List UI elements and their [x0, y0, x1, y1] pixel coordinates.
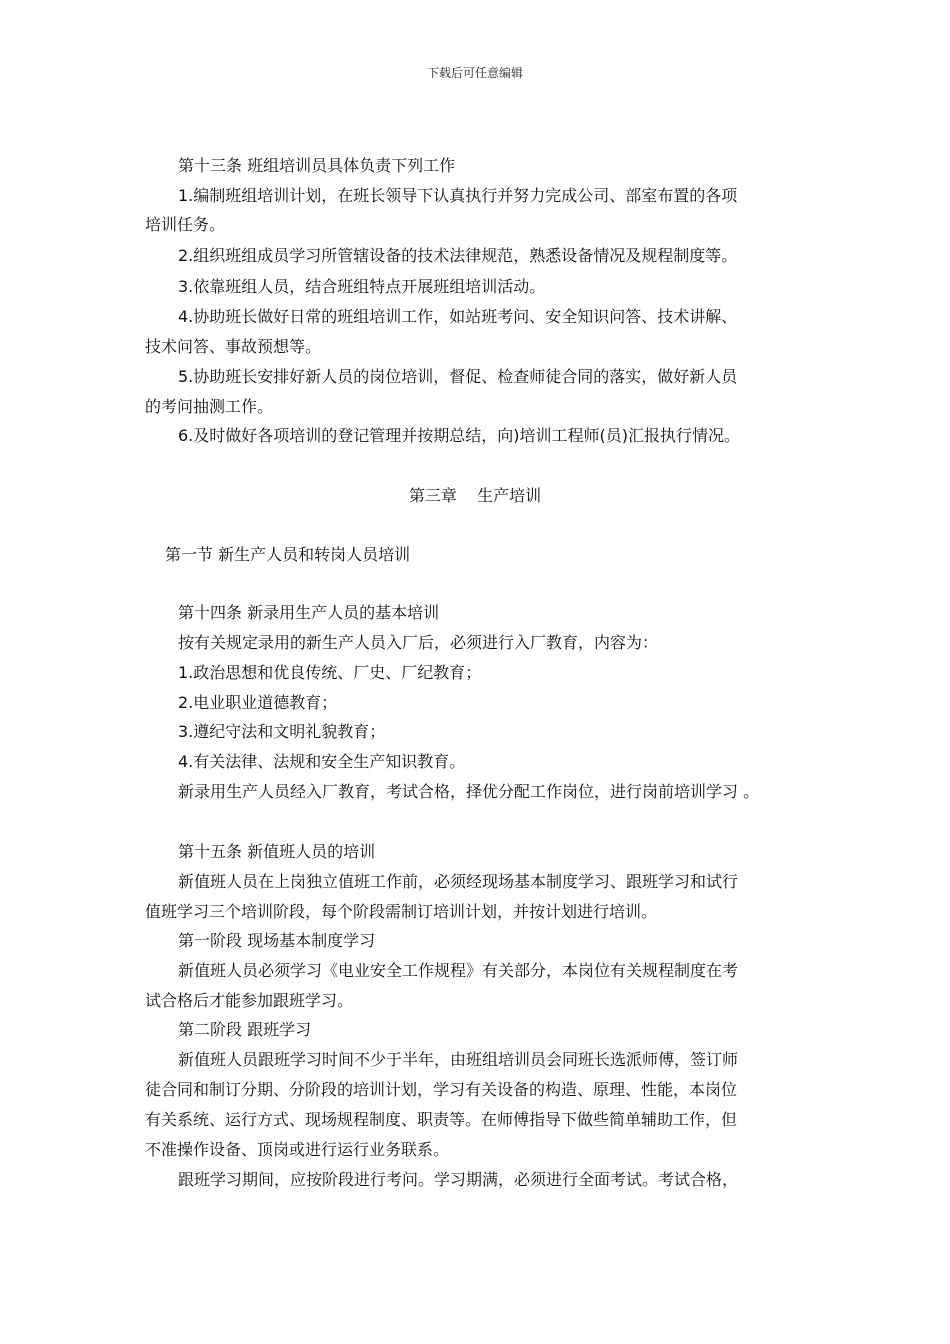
article-14-heading: 第十四条 新录用生产人员的基本培训 — [178, 603, 440, 622]
paragraph-line: 值班学习三个培训阶段，每个阶段需制订培训计划，并按计划进行培训。 — [145, 902, 658, 921]
paragraph-line: 4.协助班长做好日常的班组培训工作，如站班考问、安全知识问答、技术讲解、 — [178, 307, 738, 326]
paragraph-line: 有关系统、运行方式、现场规程制度、职责等。在师傅指导下做些简单辅助工作，但 — [145, 1110, 738, 1129]
stage-heading: 第二阶段 跟班学习 — [178, 1020, 312, 1039]
paragraph-line: 跟班学习期间，应按阶段进行考问。学习期满，必须进行全面考试。考试合格， — [178, 1170, 739, 1189]
article-15-heading: 第十五条 新值班人员的培训 — [178, 842, 376, 861]
paragraph-line: 徒合同和制订分期、分阶段的培训计划，学习有关设备的构造、原理、性能，本岗位 — [145, 1080, 738, 1099]
paragraph-line: 新值班人员在上岗独立值班工作前，必须经现场基本制度学习、跟班学习和试行 — [178, 872, 739, 891]
paragraph-line: 的考问抽测工作。 — [145, 397, 274, 416]
paragraph-line: 2.组织班组成员学习所管辖设备的技术法律规范，熟悉设备情况及规程制度等。 — [178, 246, 738, 265]
paragraph-line: 6.及时做好各项培训的登记管理并按期总结，向)培训工程师(员)汇报执行情况。 — [178, 426, 740, 445]
article-13-heading: 第十三条 班组培训员具体负责下列工作 — [178, 156, 456, 175]
paragraph-line: 新值班人员必须学习《电业安全工作规程》有关部分，本岗位有关规程制度在考 — [178, 961, 739, 980]
paragraph-line: 试合格后才能参加跟班学习。 — [145, 991, 354, 1010]
section-heading: 第一节 新生产人员和转岗人员培训 — [165, 545, 411, 564]
stage-heading: 第一阶段 现场基本制度学习 — [178, 931, 376, 950]
paragraph-line: 1.编制班组培训计划，在班长领导下认真执行并努力完成公司、部室布置的各项 — [178, 186, 738, 205]
paragraph-line: 新录用生产人员经入厂教育，考试合格，择优分配工作岗位，进行岗前培训学习 。 — [178, 782, 760, 801]
paragraph-line: 培训任务。 — [145, 215, 226, 234]
page-header: 下载后可任意编辑 — [426, 66, 523, 80]
chapter-heading: 第三章 生产培训 — [408, 486, 542, 505]
list-item: 3.遵纪守法和文明礼貌教育； — [178, 722, 386, 741]
paragraph-line: 按有关规定录用的新生产人员入厂后，必须进行入厂教育，内容为： — [178, 633, 659, 652]
paragraph-line: 新值班人员跟班学习时间不少于半年，由班组培训员会同班长选派师傅，签订师 — [178, 1050, 739, 1069]
list-item: 4.有关法律、法规和安全生产知识教育。 — [178, 752, 466, 771]
paragraph-line: 5.协助班长安排好新人员的岗位培训，督促、检查师徒合同的落实，做好新人员 — [178, 367, 738, 386]
list-item: 2.电业职业道德教育； — [178, 693, 338, 712]
paragraph-line: 不准操作设备、顶岗或进行运行业务联系。 — [145, 1140, 450, 1159]
paragraph-line: 技术问答、事故预想等。 — [145, 337, 322, 356]
paragraph-line: 3.依靠班组人员，结合班组特点开展班组培训活动。 — [178, 277, 546, 296]
list-item: 1.政治思想和优良传统、厂史、厂纪教育； — [178, 663, 482, 682]
